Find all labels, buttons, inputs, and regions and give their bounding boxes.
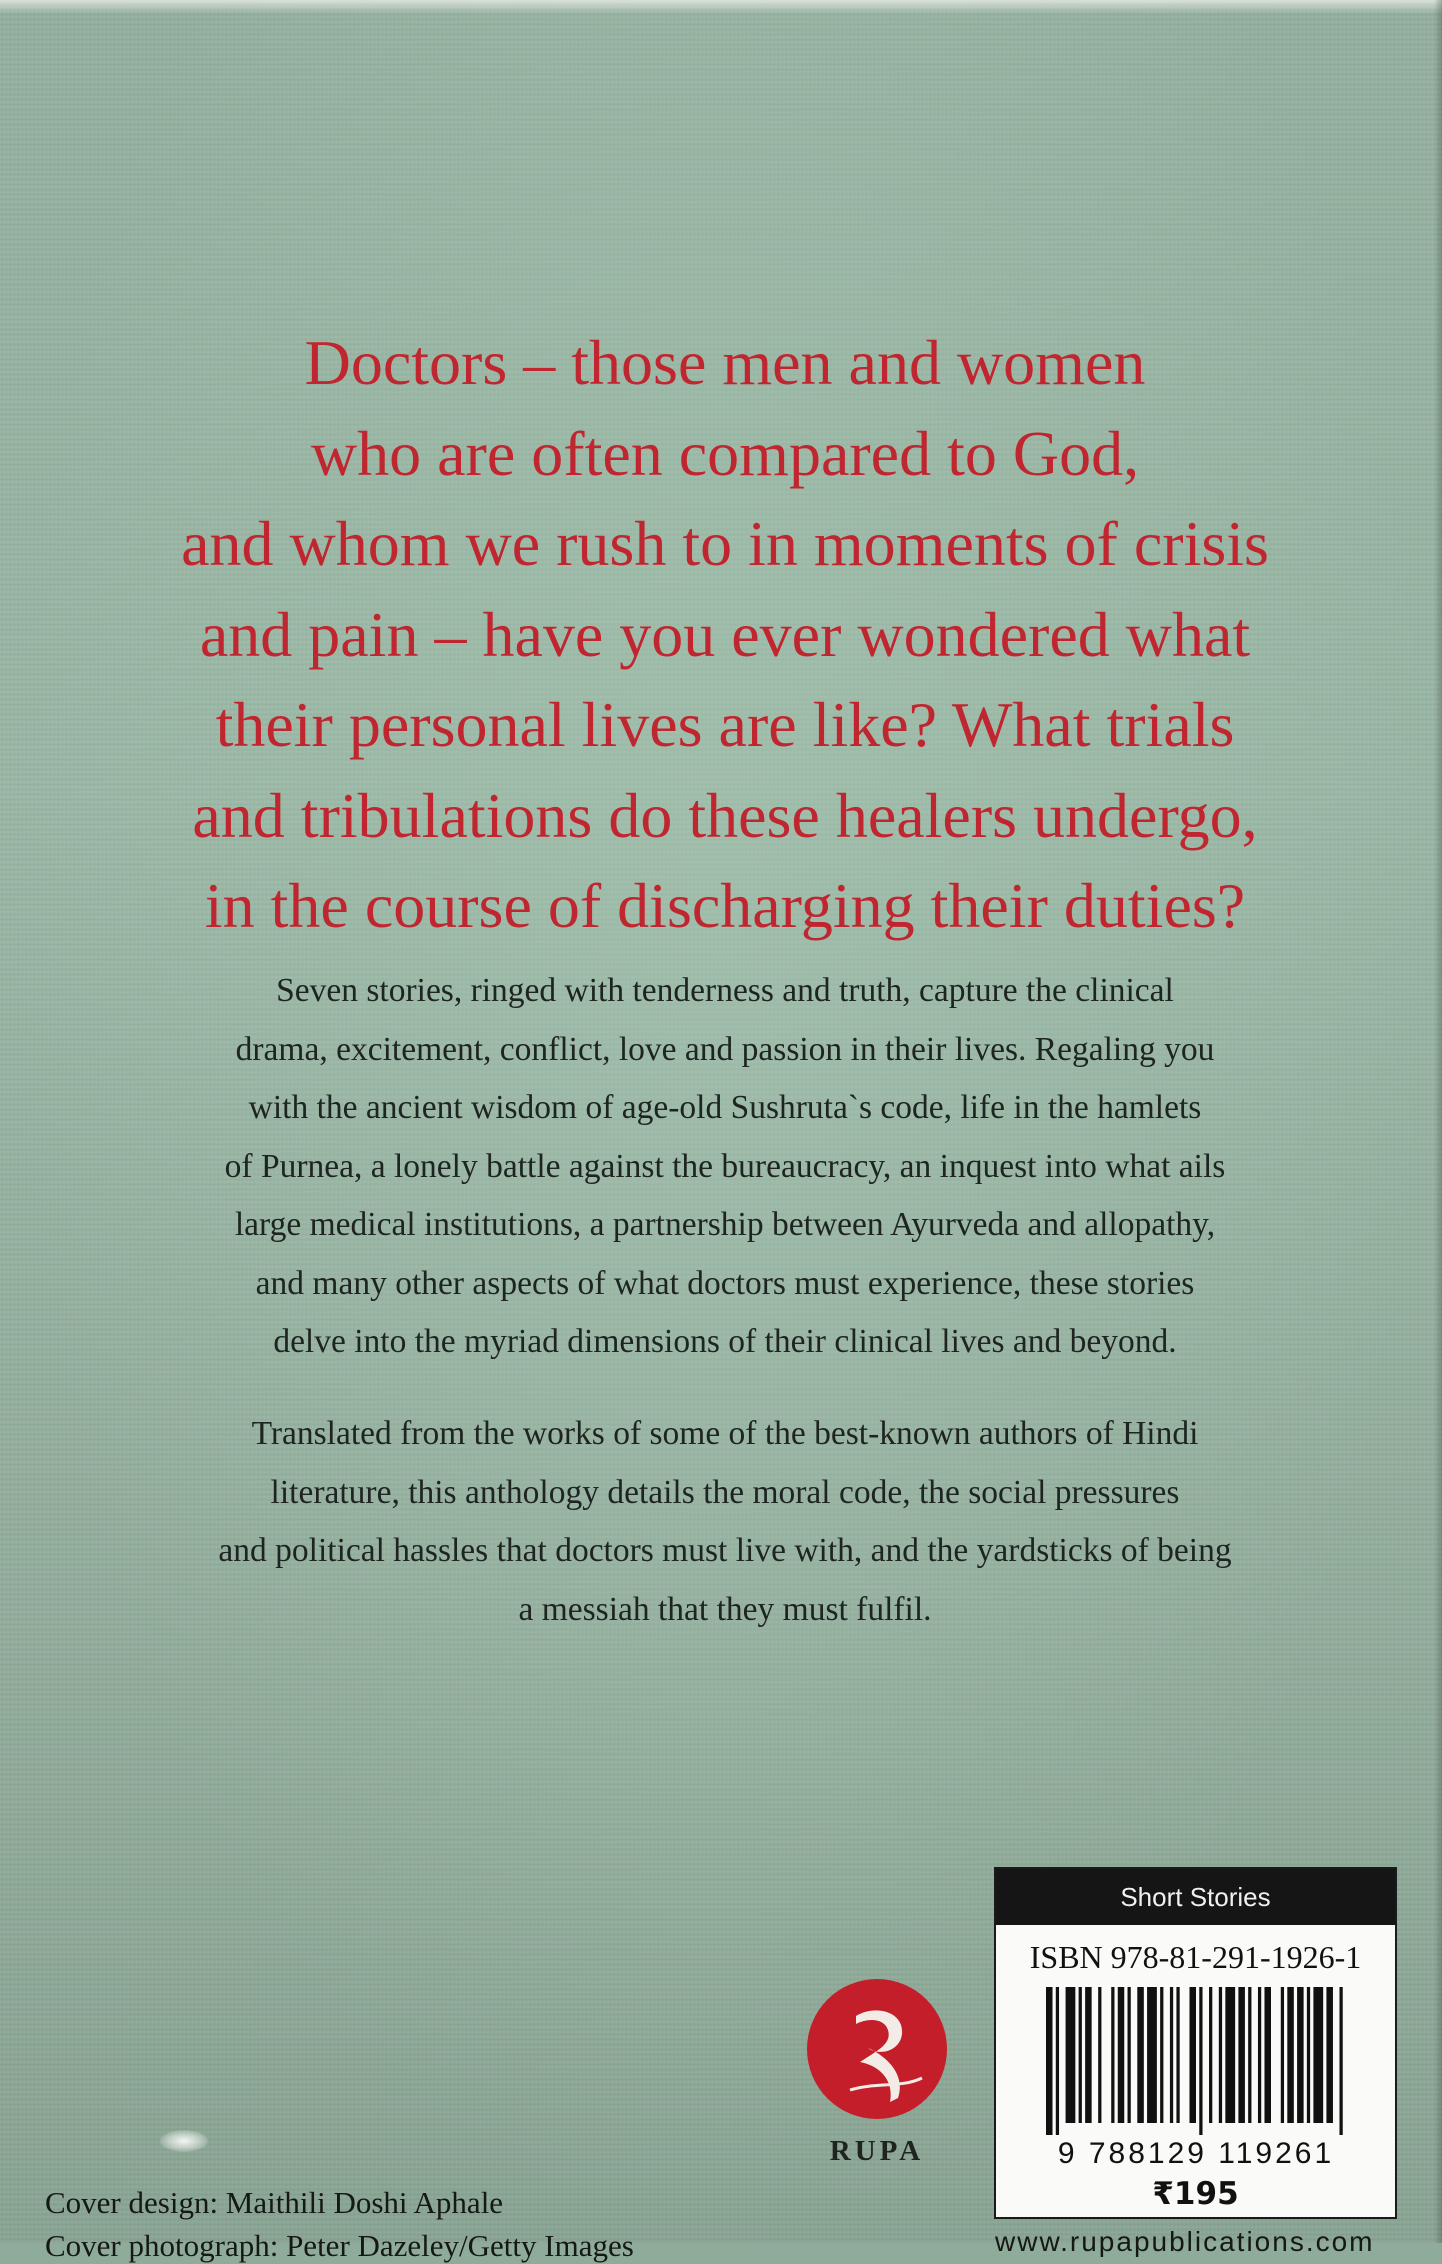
barcode-bar (1046, 1987, 1053, 2135)
blurb-line: and political hassles that doctors must live with, and the yardsticks of being (218, 1532, 1232, 1569)
blurb-line: literature, this anthology details the moral code, the social pressures (270, 1473, 1180, 1511)
barcode-bar (1219, 1987, 1222, 2123)
rupa-logo-icon (806, 1978, 948, 2120)
barcode-bar (1147, 1987, 1157, 2123)
headline-line: who are often compared to God, (310, 417, 1140, 489)
barcode-bar (1209, 1987, 1212, 2123)
barcode-bar (1118, 1987, 1125, 2123)
barcode-bar (1066, 1987, 1076, 2123)
blurb-line: delve into the myriad dimensions of their clinical lives and beyond. (273, 1323, 1177, 1360)
headline-line: and pain – have you ever wondered what (199, 598, 1251, 670)
blurb-line: Seven stories, ringed with tenderness and truth, capture the clinical (276, 972, 1174, 1009)
price-label: ₹195 (1152, 2176, 1239, 2212)
publisher-name: RUPA (829, 2135, 925, 2167)
blurb-line: of Purnea, a lonely battle against the bureaucracy, an inquest into what ails (224, 1147, 1226, 1185)
barcode-bar (1264, 1987, 1271, 2123)
barcode-bar (1160, 1987, 1163, 2123)
publisher-website: www.rupapublications.com (995, 2226, 1375, 2257)
barcode-bar (1199, 1987, 1202, 2135)
cover-photo-credit: Cover photograph: Peter Dazeley/Getty Images (45, 2228, 634, 2263)
barcode-bar (1238, 1987, 1245, 2123)
genre-label: Short Stories (996, 1869, 1395, 1925)
barcode-bar (1079, 1987, 1082, 2123)
blurb-line: a messiah that they must fulfil. (518, 1590, 932, 1628)
barcode-bar (1307, 1987, 1310, 2123)
barcode-icon (1046, 1987, 1346, 2135)
isbn-number: ISBN 978-81-291-1926-1 (1029, 1939, 1362, 1975)
barcode-bar (1287, 1987, 1294, 2123)
cover-scuff-mark (160, 2130, 208, 2152)
blurb-line: drama, excitement, conflict, love and passion in their lives. Regaling you (235, 1030, 1215, 1068)
headline-line: their personal lives are like? What trials (215, 689, 1235, 760)
cover-design-credit: Cover design: Maithili Doshi Aphale (45, 2185, 504, 2220)
headline-line: and whom we rush to in moments of crisis (181, 508, 1269, 579)
blurb-paragraph-2 (60, 1405, 1390, 1639)
blurb-line: large medical institutions, a partnership between Ayurveda and allopathy, (234, 1206, 1216, 1243)
barcode-bar (1189, 1987, 1196, 2123)
barcode-bar (1056, 1987, 1059, 2135)
barcode-bar (1137, 1987, 1144, 2123)
barcode-bar (1128, 1987, 1131, 2123)
barcode-digits: 9 788129 119261 (1057, 2137, 1335, 2170)
isbn-barcode-box (994, 1867, 1397, 2219)
blurb-line: Translated from the works of some of the best-known authors of Hindi (251, 1415, 1199, 1452)
barcode-bar (1170, 1987, 1173, 2123)
blurb-paragraph-1 (60, 962, 1390, 1372)
barcode-bar (1248, 1987, 1251, 2123)
barcode-bar (1111, 1987, 1114, 2123)
right-edge-shading (1434, 0, 1442, 2243)
barcode-bar (1313, 1987, 1323, 2123)
barcode-bar (1176, 1987, 1179, 2123)
blurb-line: with the ancient wisdom of age-old Sushruta`s code, life in the hamlets (248, 1089, 1202, 1126)
blurb-line: and many other aspects of what doctors must experience, these stories (255, 1264, 1195, 1302)
barcode-bar (1281, 1987, 1284, 2123)
top-edge-shading (0, 0, 1442, 14)
barcode-bar (1297, 1987, 1304, 2123)
headline-line: and tribulations do these healers undergo, (192, 779, 1258, 851)
barcode-bar (1339, 1987, 1342, 2135)
headline-line: in the course of discharging their duties? (204, 870, 1246, 941)
headline-line: Doctors – those men and women (304, 327, 1146, 398)
barcode-bar (1326, 1987, 1333, 2123)
barcode-bar (1085, 1987, 1092, 2123)
headline-quote (60, 318, 1390, 952)
barcode-bar (1258, 1987, 1261, 2123)
barcode-bar (1098, 1987, 1101, 2123)
barcode-bar (1225, 1987, 1235, 2123)
